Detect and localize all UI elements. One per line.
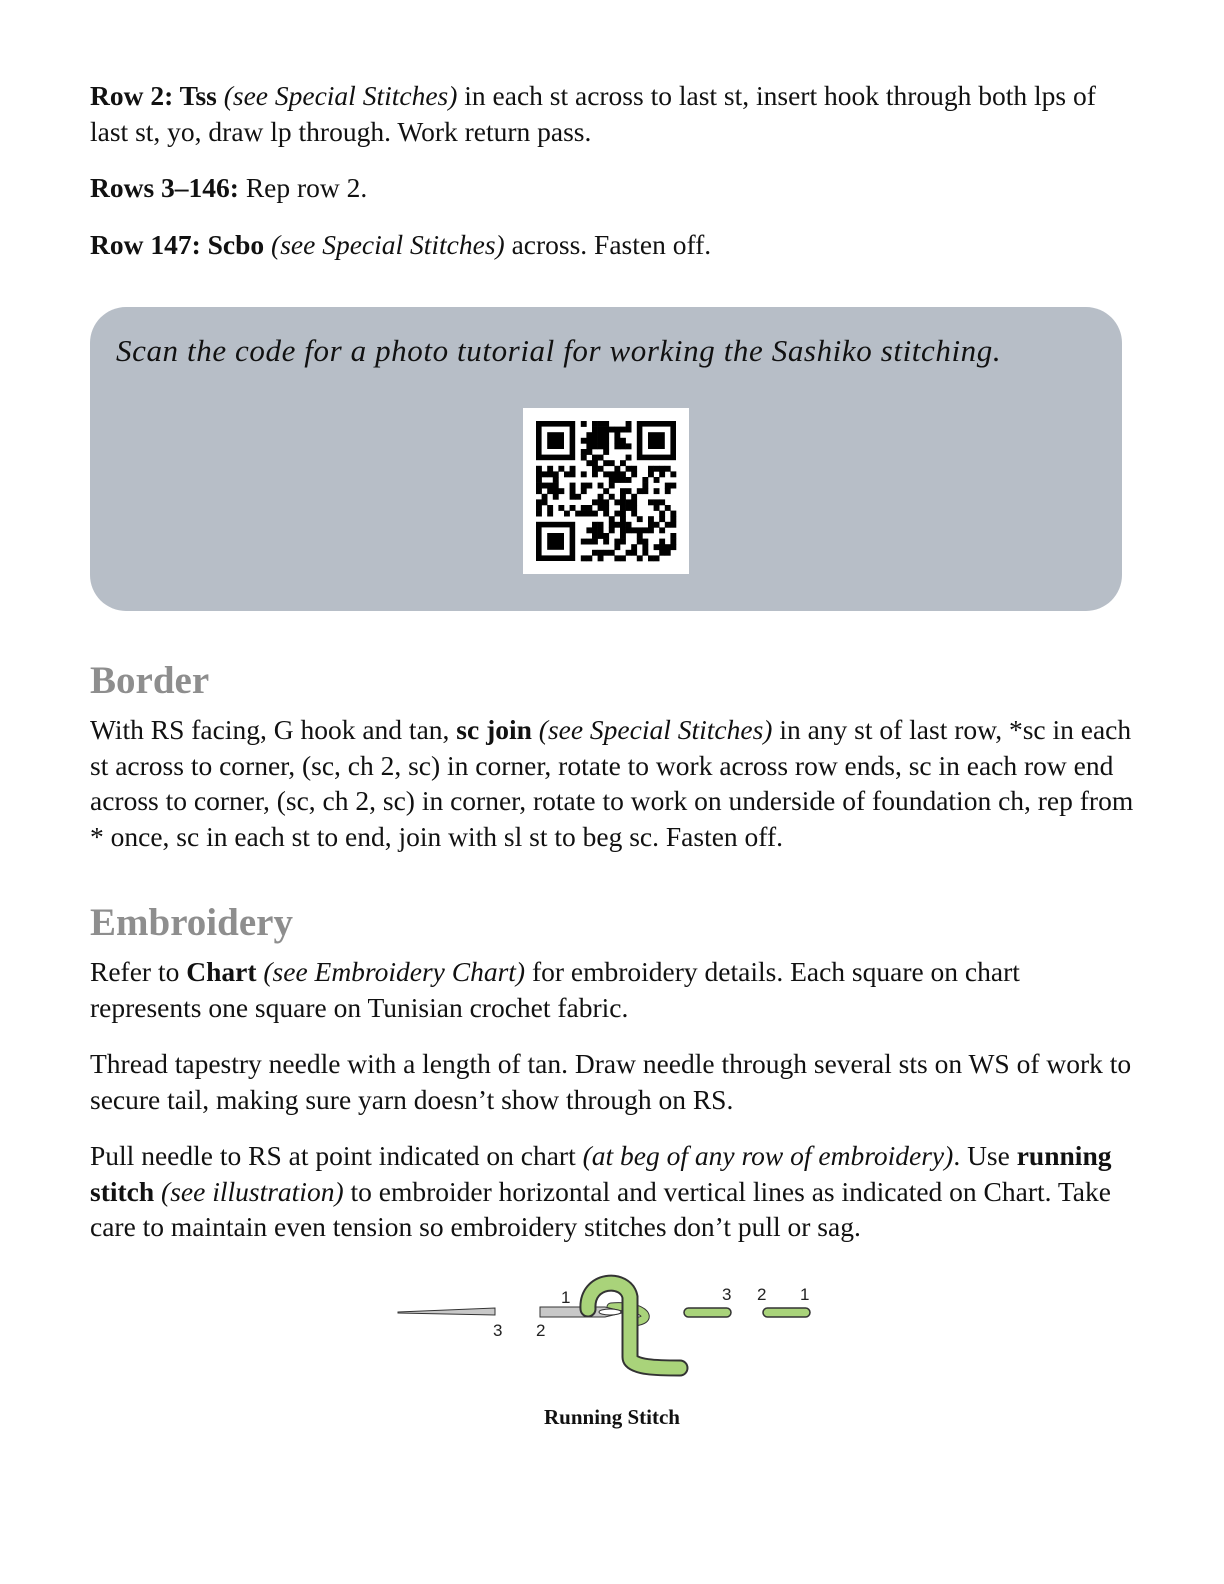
qr-module — [648, 516, 654, 522]
qr-module — [536, 499, 542, 505]
qr-module — [626, 421, 632, 427]
border-text-b: in any st of last row, *sc in each st across to corner, (sc, ch 2, sc) in corner, rotate to work across row ends, sc in each row end across to corner, (sc, ch 2, sc) in corner, rotate to work on underside of foundation ch, rep from * once, sc in each st to end, join with sl st to beg sc. Fasten off. — [90, 714, 1134, 852]
qr-module — [553, 483, 559, 489]
qr-module — [547, 432, 564, 449]
qr-module — [659, 511, 665, 517]
yarn-main — [588, 1283, 680, 1368]
qr-module — [586, 539, 592, 545]
qr-module — [620, 516, 626, 522]
qr-module — [592, 471, 598, 477]
qr-module — [564, 471, 570, 477]
qr-module — [547, 488, 553, 494]
qr-module — [670, 511, 676, 517]
row-2-label: Row 2: Tss — [90, 80, 217, 111]
qr-module — [642, 550, 648, 556]
qr-module — [637, 488, 643, 494]
qr-module — [598, 555, 604, 561]
qr-module — [547, 471, 553, 477]
qr-module — [547, 511, 553, 517]
qr-module — [659, 499, 665, 505]
qr-module — [614, 544, 620, 550]
qr-module — [620, 494, 626, 500]
border-ref: (see Special Stitches) — [538, 714, 773, 745]
qr-module — [570, 488, 576, 494]
qr-module — [581, 449, 587, 455]
qr-module — [603, 488, 609, 494]
qr-module — [586, 511, 592, 517]
qr-module — [626, 522, 632, 528]
qr-module — [603, 421, 609, 427]
qr-module — [609, 483, 615, 489]
qr-module — [620, 505, 626, 511]
qr-module — [553, 471, 559, 477]
qr-code-graphic — [523, 408, 689, 574]
qr-callout-box — [90, 307, 1122, 611]
qr-module — [592, 539, 598, 545]
qr-module — [626, 477, 632, 483]
qr-module — [648, 499, 654, 505]
qr-module — [614, 522, 620, 528]
row-147-ref: (see Special Stitches) — [271, 229, 505, 260]
qr-module — [614, 471, 620, 477]
qr-module — [670, 533, 676, 539]
row-2-instruction — [90, 78, 1135, 149]
qr-module — [547, 466, 553, 472]
embroidery-p3-text-a: Pull needle to RS at point indicated on chart — [90, 1140, 583, 1171]
label-right-1: 1 — [800, 1285, 810, 1304]
qr-module — [536, 471, 542, 477]
qr-module — [547, 533, 564, 550]
qr-module — [603, 460, 609, 466]
qr-module — [581, 488, 587, 494]
qr-module — [598, 533, 604, 539]
qr-module — [542, 494, 548, 500]
qr-module — [581, 455, 587, 461]
qr-module — [620, 460, 626, 466]
qr-module — [642, 539, 648, 545]
qr-module — [547, 483, 553, 489]
qr-module — [553, 494, 559, 500]
qr-module — [631, 471, 637, 477]
qr-module — [654, 505, 660, 511]
qr-module — [614, 438, 620, 444]
embroidery-p3-text-c: to embroider horizontal and vertical lines as indicated on Chart. Take care to maintain even tension so embroidery stitches don’t pull or sag. — [90, 1175, 1111, 1242]
qr-module — [598, 427, 604, 433]
qr-module — [631, 505, 637, 511]
qr-module — [603, 511, 609, 517]
qr-module — [592, 499, 598, 505]
qr-module — [598, 443, 604, 449]
qr-module — [592, 432, 598, 438]
qr-module — [642, 477, 648, 483]
qr-module — [648, 522, 654, 528]
qr-module — [614, 427, 620, 433]
qr-module — [620, 499, 626, 505]
qr-module — [598, 438, 604, 444]
qr-module — [558, 505, 564, 511]
qr-module — [609, 516, 615, 522]
qr-module — [598, 499, 604, 505]
qr-module — [598, 494, 604, 500]
qr-module — [570, 505, 576, 511]
callout-text: Scan the code for a photo tutorial for working the Sashiko stitching. — [116, 333, 1002, 368]
qr-module — [631, 466, 637, 472]
qr-module — [609, 427, 615, 433]
qr-module — [648, 471, 654, 477]
qr-module — [631, 511, 637, 517]
qr-module — [642, 544, 648, 550]
qr-module — [654, 488, 660, 494]
qr-module — [620, 527, 626, 533]
qr-module — [586, 438, 592, 444]
qr-module — [592, 533, 598, 539]
qr-module — [592, 438, 598, 444]
qr-module — [592, 527, 598, 533]
qr-module — [586, 432, 592, 438]
qr-module — [558, 488, 564, 494]
qr-module — [536, 477, 542, 483]
qr-module — [637, 555, 643, 561]
qr-module — [536, 511, 542, 517]
qr-module — [542, 471, 548, 477]
qr-module — [620, 477, 626, 483]
border-bold: sc join — [456, 714, 532, 745]
qr-module — [626, 466, 632, 472]
qr-module — [631, 494, 637, 500]
qr-module — [603, 505, 609, 511]
qr-module — [603, 533, 609, 539]
qr-module — [598, 522, 604, 528]
qr-module — [586, 483, 592, 489]
qr-module — [659, 471, 665, 477]
qr-code[interactable] — [523, 408, 689, 574]
embroidery-heading: Embroidery — [90, 901, 293, 944]
qr-module — [642, 488, 648, 494]
qr-module — [598, 421, 604, 427]
qr-module — [581, 511, 587, 517]
qr-module — [592, 522, 598, 528]
qr-module — [620, 471, 626, 477]
qr-module — [642, 483, 648, 489]
embroidery-p3-ref-2: (see illustration) — [161, 1175, 344, 1207]
qr-module — [620, 488, 626, 494]
qr-module — [620, 443, 626, 449]
qr-module — [626, 455, 632, 461]
qr-module — [570, 471, 576, 477]
qr-module — [598, 505, 604, 511]
qr-module — [609, 527, 615, 533]
row-147-instruction — [90, 227, 1135, 263]
embroidery-p3-ref-1: (at beg of any row of embroidery) — [582, 1140, 954, 1171]
row-147-text: across. Fasten off. — [504, 229, 712, 260]
embroidery-p1-text-b: for embroidery details. Each square on chart represents one square on Tunisian crochet fabric. — [90, 956, 1020, 1023]
qr-module — [598, 527, 604, 533]
qr-module — [609, 460, 615, 466]
qr-module — [586, 443, 592, 449]
label-left-3: 3 — [493, 1321, 503, 1340]
qr-module — [603, 438, 609, 444]
rows-3-146-label: Rows 3–146: — [90, 172, 239, 203]
qr-module — [542, 499, 548, 505]
qr-module — [626, 527, 632, 533]
qr-module — [553, 477, 559, 483]
qr-module — [603, 427, 609, 433]
qr-module — [614, 555, 620, 561]
label-right-2: 2 — [757, 1285, 767, 1304]
label-left-1: 1 — [561, 1288, 571, 1307]
row-2-text: in each st across to last st, insert hook through both lps of last st, yo, draw lp through. Work return pass. — [90, 80, 1096, 147]
qr-module — [637, 539, 643, 545]
qr-module — [609, 471, 615, 477]
qr-module — [614, 477, 620, 483]
qr-module — [542, 483, 548, 489]
qr-module — [592, 455, 598, 461]
qr-module — [670, 483, 676, 489]
qr-module — [670, 471, 676, 477]
rows-3-146-text: Rep row 2. — [238, 172, 368, 203]
qr-module — [665, 550, 671, 556]
completed-stitch-1 — [684, 1308, 731, 1317]
qr-module — [570, 466, 576, 472]
embroidery-p3-bold: running stitch — [90, 1140, 1112, 1207]
illustration-caption: Running Stitch — [544, 1405, 680, 1429]
qr-module — [592, 427, 598, 433]
qr-module — [670, 544, 676, 550]
qr-module — [592, 550, 598, 556]
qr-module — [581, 471, 587, 477]
qr-module — [659, 544, 665, 550]
qr-module — [670, 539, 676, 545]
qr-module — [637, 533, 643, 539]
label-left-2: 2 — [536, 1321, 546, 1340]
qr-module — [637, 516, 643, 522]
row-2-ref: (see Special Stitches) — [223, 80, 458, 111]
qr-module — [614, 539, 620, 545]
qr-module — [620, 539, 626, 545]
qr-module — [659, 516, 665, 522]
qr-module — [665, 488, 671, 494]
qr-module — [603, 471, 609, 477]
embroidery-p1-bold: Chart — [186, 956, 257, 987]
qr-module — [631, 550, 637, 556]
qr-module — [614, 432, 620, 438]
qr-module — [654, 477, 660, 483]
qr-module — [648, 555, 654, 561]
qr-module — [581, 539, 587, 545]
row-147-label: Row 147: Scbo — [90, 229, 265, 260]
qr-module — [586, 505, 592, 511]
qr-module — [659, 527, 665, 533]
qr-module — [670, 516, 676, 522]
qr-module — [659, 539, 665, 545]
qr-module — [558, 466, 564, 472]
qr-module — [603, 432, 609, 438]
qr-module — [592, 466, 598, 472]
qr-module — [665, 466, 671, 472]
qr-module — [642, 527, 648, 533]
running-stitch-illustration — [390, 1272, 830, 1392]
qr-module — [598, 483, 604, 489]
embroidery-paragraph-2: Thread tapestry needle with a length of tan. Draw needle through several sts on WS of work to secure tail, making sure yarn doesn’t show through on RS. — [90, 1048, 1132, 1115]
qr-module — [626, 427, 632, 433]
qr-module — [654, 466, 660, 472]
qr-module — [631, 499, 637, 505]
qr-module — [536, 483, 542, 489]
needle-eye — [599, 1309, 621, 1315]
border-heading: Border — [90, 659, 210, 702]
qr-module — [620, 438, 626, 444]
qr-module — [626, 443, 632, 449]
embroidery-p1-text-a: Refer to — [90, 956, 187, 987]
rows-3-146-instruction — [90, 170, 1135, 206]
qr-module — [626, 499, 632, 505]
qr-module — [598, 455, 604, 461]
qr-module — [665, 544, 671, 550]
qr-module — [592, 460, 598, 466]
qr-module — [609, 477, 615, 483]
qr-module — [598, 466, 604, 472]
qr-module — [614, 511, 620, 517]
qr-module — [603, 449, 609, 455]
qr-module — [603, 550, 609, 556]
qr-module — [586, 527, 592, 533]
qr-module — [586, 460, 592, 466]
qr-module — [614, 443, 620, 449]
qr-module — [536, 505, 542, 511]
qr-module — [609, 494, 615, 500]
qr-module — [654, 544, 660, 550]
qr-module — [598, 432, 604, 438]
qr-module — [654, 522, 660, 528]
qr-module — [575, 511, 581, 517]
qr-module — [581, 483, 587, 489]
embroidery-paragraph-1 — [90, 954, 1135, 1025]
qr-module — [637, 527, 643, 533]
qr-module — [581, 421, 587, 427]
qr-module — [603, 499, 609, 505]
qr-module — [648, 527, 654, 533]
border-paragraph — [90, 712, 1135, 854]
qr-module — [626, 550, 632, 556]
qr-module — [603, 443, 609, 449]
qr-module — [665, 505, 671, 511]
qr-module — [581, 505, 587, 511]
label-right-3: 3 — [722, 1285, 732, 1304]
qr-module — [598, 550, 604, 556]
qr-module — [586, 449, 592, 455]
embroidery-p1-ref: (see Embroidery Chart) — [263, 956, 526, 987]
qr-module — [609, 550, 615, 556]
qr-module — [654, 499, 660, 505]
qr-module — [570, 494, 576, 500]
qr-module — [609, 522, 615, 528]
qr-module — [581, 555, 587, 561]
qr-module — [626, 488, 632, 494]
qr-module — [592, 421, 598, 427]
qr-module — [665, 483, 671, 489]
qr-module — [620, 533, 626, 539]
qr-module — [536, 488, 542, 494]
qr-module — [586, 555, 592, 561]
qr-module — [620, 511, 626, 517]
completed-stitch-2 — [763, 1308, 810, 1317]
qr-module — [547, 505, 553, 511]
qr-module — [626, 505, 632, 511]
qr-module — [536, 466, 542, 472]
qr-module — [603, 539, 609, 545]
qr-module — [670, 522, 676, 528]
qr-module — [620, 427, 626, 433]
qr-module — [553, 488, 559, 494]
embroidery-paragraph-3 — [90, 1138, 1135, 1245]
border-text-a: With RS facing, G hook and tan, — [90, 714, 457, 745]
qr-module — [620, 555, 626, 561]
qr-module — [614, 499, 620, 505]
qr-module — [614, 466, 620, 472]
qr-module — [592, 511, 598, 517]
qr-module — [620, 522, 626, 528]
qr-module — [631, 527, 637, 533]
qr-module — [592, 443, 598, 449]
qr-module — [659, 466, 665, 472]
qr-module — [564, 511, 570, 517]
qr-module — [631, 544, 637, 550]
qr-module — [570, 483, 576, 489]
qr-module — [648, 432, 665, 449]
qr-module — [654, 555, 660, 561]
qr-module — [665, 522, 671, 528]
needle-left — [398, 1308, 495, 1315]
qr-module — [659, 550, 665, 556]
embroidery-p3-text-b: . Use — [953, 1140, 1017, 1171]
qr-module — [648, 466, 654, 472]
qr-module — [581, 438, 587, 444]
qr-module — [575, 494, 581, 500]
